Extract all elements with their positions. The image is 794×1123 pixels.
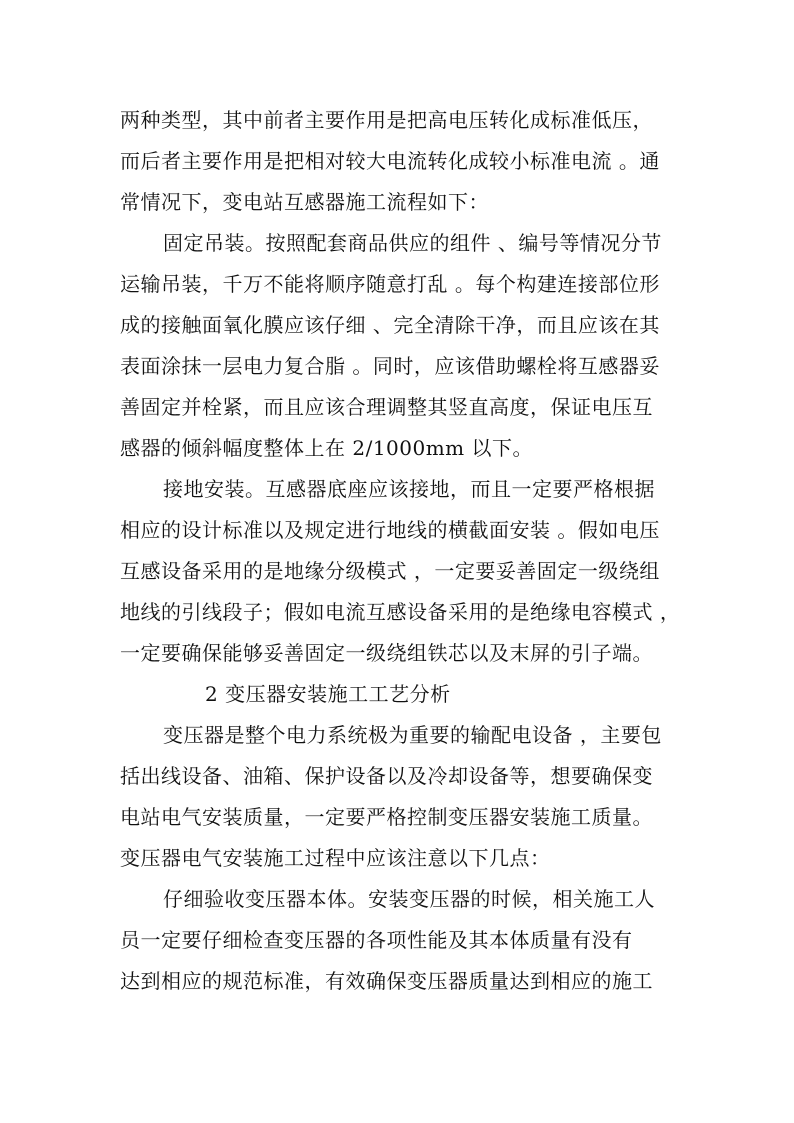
text-line: 表面涂抹一层电力复合脂 。同时，应该借助螺栓将互感器妥 <box>120 354 660 378</box>
text-line: 感器的倾斜幅度整体上在 2/1000mm 以下。 <box>120 436 534 460</box>
text-line: 一定要确保能够妥善固定一级绕组铁芯以及末屏的引子端。 <box>120 641 653 665</box>
text-line: 善固定并栓紧，而且应该合理调整其竖直高度，保证电压互 <box>120 395 653 419</box>
text-line: 仔细验收变压器本体。安装变压器的时候，相关施工人 <box>163 887 655 911</box>
text-line: 相应的设计标准以及规定进行地线的横截面安装 。假如电压 <box>120 518 660 542</box>
section-heading: 2 变压器安装施工工艺分析 <box>205 682 451 706</box>
text-line: 达到相应的规范标准，有效确保变压器质量达到相应的施工 <box>120 969 653 993</box>
text-line: 变压器电气安装施工过程中应该注意以下几点： <box>120 846 551 870</box>
text-line: 而后者主要作用是把相对较大电流转化成较小标准电流 。通 <box>120 149 660 173</box>
text-line: 地线的引线段子；假如电流互感设备采用的是绝缘电容模式 ， <box>120 600 681 624</box>
text-line: 两种类型，其中前者主要作用是把高电压转化成标准低压， <box>120 108 653 132</box>
text-line: 括出线设备、油箱、保护设备以及冷却设备等，想要确保变 <box>120 764 653 788</box>
text-line: 互感设备采用的是地缘分级模式 ，一定要妥善固定一级绕组 <box>120 559 660 583</box>
text-line: 常情况下，变电站互感器施工流程如下： <box>120 190 489 214</box>
text-line: 固定吊装。按照配套商品供应的组件 、编号等情况分节 <box>163 231 662 255</box>
text-line: 接地安装。互感器底座应该接地，而且一定要严格根据 <box>163 477 655 501</box>
text-line: 运输吊装，千万不能将顺序随意打乱 。每个构建连接部位形 <box>120 272 660 296</box>
text-line: 员一定要仔细检查变压器的各项性能及其本体质量有没有 <box>120 928 633 952</box>
text-line: 成的接触面氧化膜应该仔细 、完全清除干净，而且应该在其 <box>120 313 660 337</box>
text-line: 变压器是整个电力系统极为重要的输配电设备 ，主要包 <box>163 723 662 747</box>
text-line: 电站电气安装质量，一定要严格控制变压器安装施工质量。 <box>120 805 653 829</box>
